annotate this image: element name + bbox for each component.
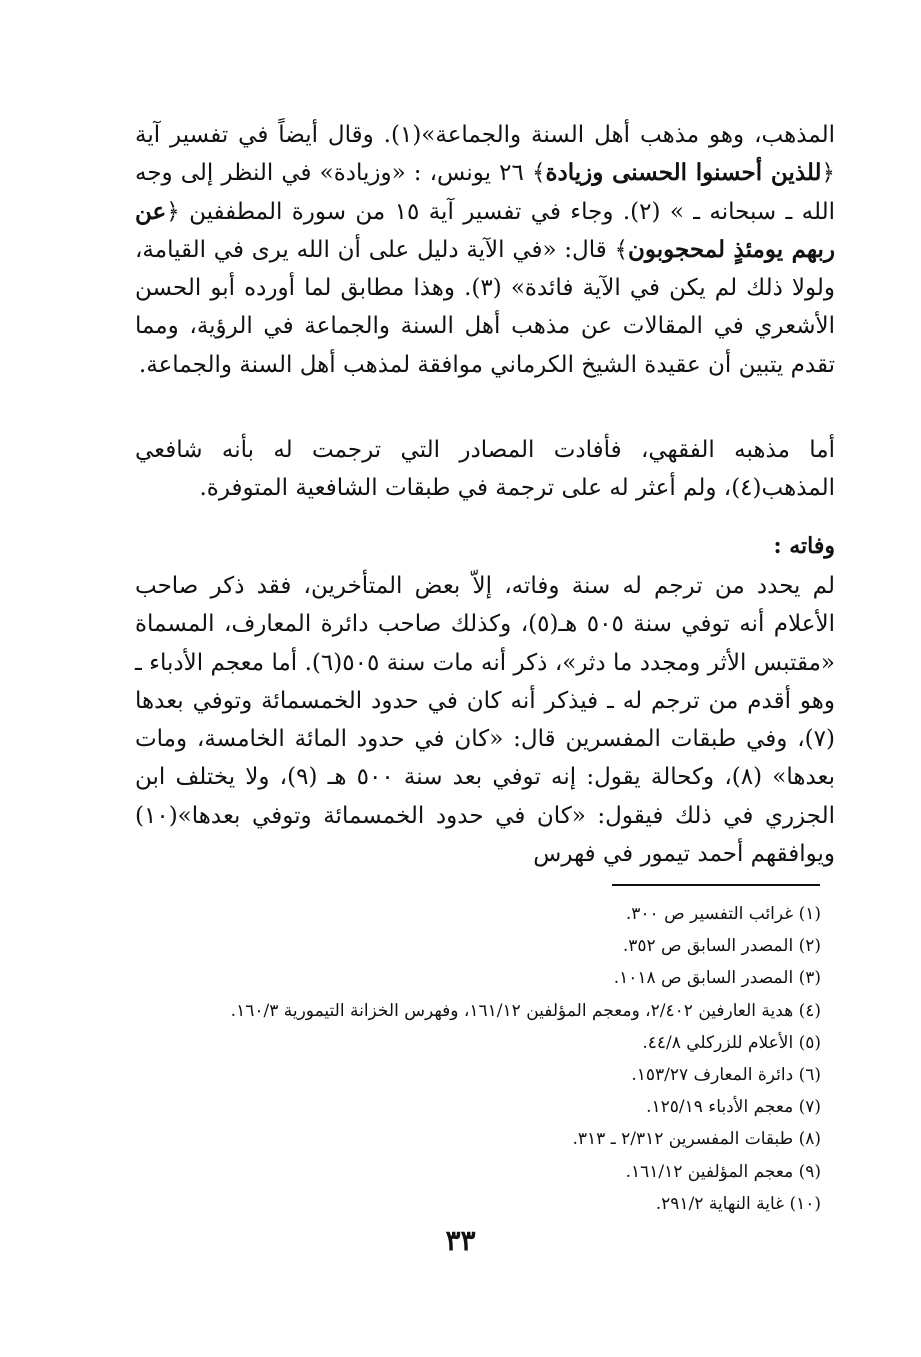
footnote-7: (٧) معجم الأدباء ١٢٥/١٩. xyxy=(646,1097,821,1118)
creed-text-2: ﴾ ٢٦ يونس، : «وزيادة» في النظر إلى وجه الله ـ سبحانه ـ » (٢). وجاء في تفسير آية ١٥ من سورة المطففين ﴿ xyxy=(135,160,836,225)
footnote-8: (٨) طبقات المفسرين ٢/٣١٢ ـ ٣١٣. xyxy=(572,1129,821,1150)
section-title-death: وفاته : xyxy=(773,533,835,559)
footnote-6: (٦) دائرة المعارف ١٥٣/٢٧. xyxy=(631,1065,821,1086)
footnote-1: (١) غرائب التفسير ص ٣٠٠. xyxy=(625,904,821,924)
quran-verse-1: للذين أحسنوا الحسنى وزيادة xyxy=(545,159,822,187)
creed-text-1: المذهب، وهو مذهب أهل السنة والجماعة»(١). وقال أيضاً في تفسير آية ﴿ xyxy=(135,122,836,187)
paragraph-creed-text xyxy=(135,116,835,384)
footnote-5: (٥) الأعلام للزركلي ٤٤/٨. xyxy=(642,1032,821,1053)
page-number: ٣٣ xyxy=(445,1224,476,1257)
paragraph-death-text: لم يحدد من ترجم له سنة وفاته، إلاّ بعض المتأخرين، فقد ذكر صاحب الأعلام أنه توفي سنة ٥٠٥ هـ(٥)، وكذلك صاحب دائرة المعارف، المسماة «مقتبس الأثر ومجدد ما دثر»، ذكر أنه مات سنة ٥٠٥(٦). أما معجم الأدباء ـ وهو أقدم من ترجم له ـ فيذكر أنه كان في حدود الخمسمائة وتوفي بعدها (٧)، وفي طبقات المفسرين قال: «كان في حدود المائة الخامسة، ومات بعدها» (٨)، وكحالة يقول: إنه توفي بعد سنة ٥٠٠ هـ (٩)، ولا يختلف ابن الجزري في ذلك فيقول: «كان في حدود الخمسمائة وتوفي بعدها»(١٠) ويوافقهم أحمد تيمور في فهرس xyxy=(135,573,836,868)
footnote-2: (٢) المصدر السابق ص ٣٥٢. xyxy=(622,936,821,957)
quran-verse-2: عن ربهم يومئذٍ لمحجوبون xyxy=(135,197,835,263)
paragraph-fiqh-text: أما مذهبه الفقهي، فأفادت المصادر التي ترجمت له بأنه شافعي المذهب(٤)، ولم أعثر له على ترجمة في طبقات الشافعية المتوفرة. xyxy=(135,437,835,502)
footnote-4: (٤) هدية العارفين ٢/٤٠٢، ومعجم المؤلفين ١٦١/١٢، وفهرس الخزانة التيمورية ١٦٠/٣. xyxy=(230,1000,821,1021)
footnote-divider xyxy=(612,884,820,886)
paragraph-fiqh xyxy=(135,431,835,508)
footnote-9: (٩) معجم المؤلفين ١٦١/١٢. xyxy=(625,1161,821,1182)
paragraph-creed xyxy=(135,116,835,384)
footnote-10: (١٠) غاية النهاية ٢٩١/٢. xyxy=(655,1193,821,1214)
footnote-3: (٣) المصدر السابق ص ١٠١٨. xyxy=(613,968,821,989)
footnotes-list xyxy=(141,898,821,1220)
creed-text-3: ﴾ قال: «في الآية دليل على أن الله يرى في القيامة، ولولا ذلك لم يكن في الآية فائدة» (٣). وهذا مطابق لما أورده أبو الحسن الأشعري في المقالات عن مذهب أهل السنة والجماعة في الرؤية، ومما تقدم يتبين أن عقيدة الشيخ الكرماني موافقة لمذهب أهل السنة والجماعة. xyxy=(135,236,836,378)
paragraph-death xyxy=(135,567,835,873)
